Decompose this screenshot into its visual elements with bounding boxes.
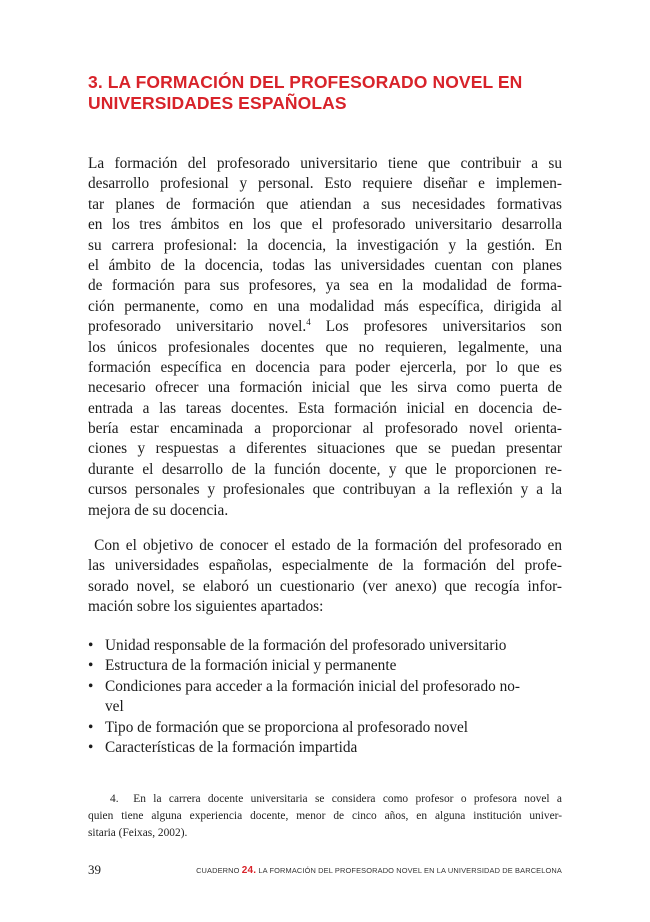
- list-item: [88, 636, 564, 656]
- bullet-marker: •: [88, 637, 94, 654]
- footer-series-label: CUADERNO: [196, 866, 242, 875]
- text-line: bería estar encaminada a proporcionar al profesorado novel orienta-: [88, 420, 562, 438]
- paragraph-formacion: [88, 154, 562, 521]
- footnote-line: sitaria (Feixas, 2002).: [88, 826, 188, 839]
- text-line: entrada a las tareas docentes. Esta formación inicial en docencia de-: [88, 399, 562, 417]
- list-item: [88, 677, 564, 718]
- list-item: [88, 656, 564, 676]
- text-line: sorado novel, se elaboró un cuestionario (ver anexo) que recogía infor-: [88, 577, 562, 595]
- bullet-marker: •: [88, 677, 94, 695]
- text-line: La formación del profesorado universitario tiene que contribuir a su: [88, 155, 562, 172]
- footnote: [88, 791, 562, 841]
- heading-line: UNIVERSIDADES ESPAÑOLAS: [88, 93, 347, 113]
- bullet-marker: •: [88, 738, 94, 756]
- list-item-text: Características de la formación impartida: [105, 738, 358, 756]
- footnote-line: quien tiene alguna experiencia docente, menor de cinco años, en alguna institución univer-: [88, 809, 562, 822]
- text-line: ción permanente, como en una modalidad más específica, dirigida al: [88, 297, 562, 315]
- text-segment: profesorado universitario novel.: [88, 318, 307, 336]
- bullet-marker: •: [88, 657, 94, 675]
- list-item-text: vel: [105, 698, 124, 716]
- running-footer: [196, 865, 562, 876]
- list-item-text: Tipo de formación que se proporciona al profesorado novel: [105, 718, 469, 736]
- heading-line: 3. LA FORMACIÓN DEL PROFESORADO NOVEL EN: [88, 72, 523, 92]
- text-line: tar planes de formación que atiendan a sus necesidades formativas: [88, 195, 562, 213]
- text-line: su carrera profesional: la docencia, la investigación y la gestión. En: [88, 236, 562, 254]
- footer-issue-number: 24.: [241, 865, 257, 876]
- text-line: ciones y respuestas a diferentes situaciones que se puedan presentar: [88, 440, 562, 458]
- text-line: desarrollo profesional y personal. Esto requiere diseñar e implemen-: [88, 175, 562, 193]
- paragraph-cuestionario: [88, 536, 562, 618]
- footnote-reference: 4: [306, 317, 311, 328]
- text-line: Con el objetivo de conocer el estado de la formación del profesorado en: [88, 537, 562, 554]
- list-item: [88, 718, 564, 738]
- section-heading: [88, 72, 568, 114]
- text-segment: Los profesores universitarios son: [325, 318, 563, 336]
- list-item-text: Unidad responsable de la formación del profesorado universitario: [105, 637, 507, 654]
- text-line: mación sobre los siguientes apartados:: [88, 598, 324, 616]
- bullet-list: [88, 636, 564, 758]
- list-item: [88, 738, 564, 758]
- text-line: en los tres ámbitos en los que el profesorado universitario desarrolla: [88, 216, 562, 234]
- list-item-text: Condiciones para acceder a la formación inicial del profesorado no-: [105, 677, 520, 695]
- list-item-text: Estructura de la formación inicial y permanente: [105, 657, 397, 675]
- text-line: cursos personales y profesionales que contribuyan a la reflexión y a la: [88, 481, 562, 499]
- text-line: las universidades españolas, especialmente de la formación del profe-: [88, 557, 562, 575]
- text-line: formación específica en docencia para poder ejercerla, por lo que es: [88, 358, 562, 376]
- text-line: los únicos profesionales docentes que no requieren, legalmente, una: [88, 338, 562, 356]
- page-number: 39: [88, 862, 101, 877]
- footnote-line: 4. En la carrera docente universitaria se considera como profesor o profesora novel a: [110, 793, 562, 805]
- text-line: el ámbito de la docencia, todas las universidades cuentan con planes: [88, 256, 562, 274]
- bullet-marker: •: [88, 718, 94, 736]
- text-line: durante el desarrollo de la función docente, y que le proporcionen re-: [88, 460, 562, 478]
- footer-title: LA FORMACIÓN DEL PROFESORADO NOVEL EN LA UNIVERSIDAD DE BARCELONA: [256, 866, 562, 875]
- text-line-with-footnote: [88, 317, 562, 337]
- text-line: de formación para sus profesores, ya sea en la modalidad de forma-: [88, 277, 562, 295]
- text-line: mejora de su docencia.: [88, 501, 229, 519]
- text-line: necesario ofrecer una formación inicial que les sirva como puerta de: [88, 379, 562, 397]
